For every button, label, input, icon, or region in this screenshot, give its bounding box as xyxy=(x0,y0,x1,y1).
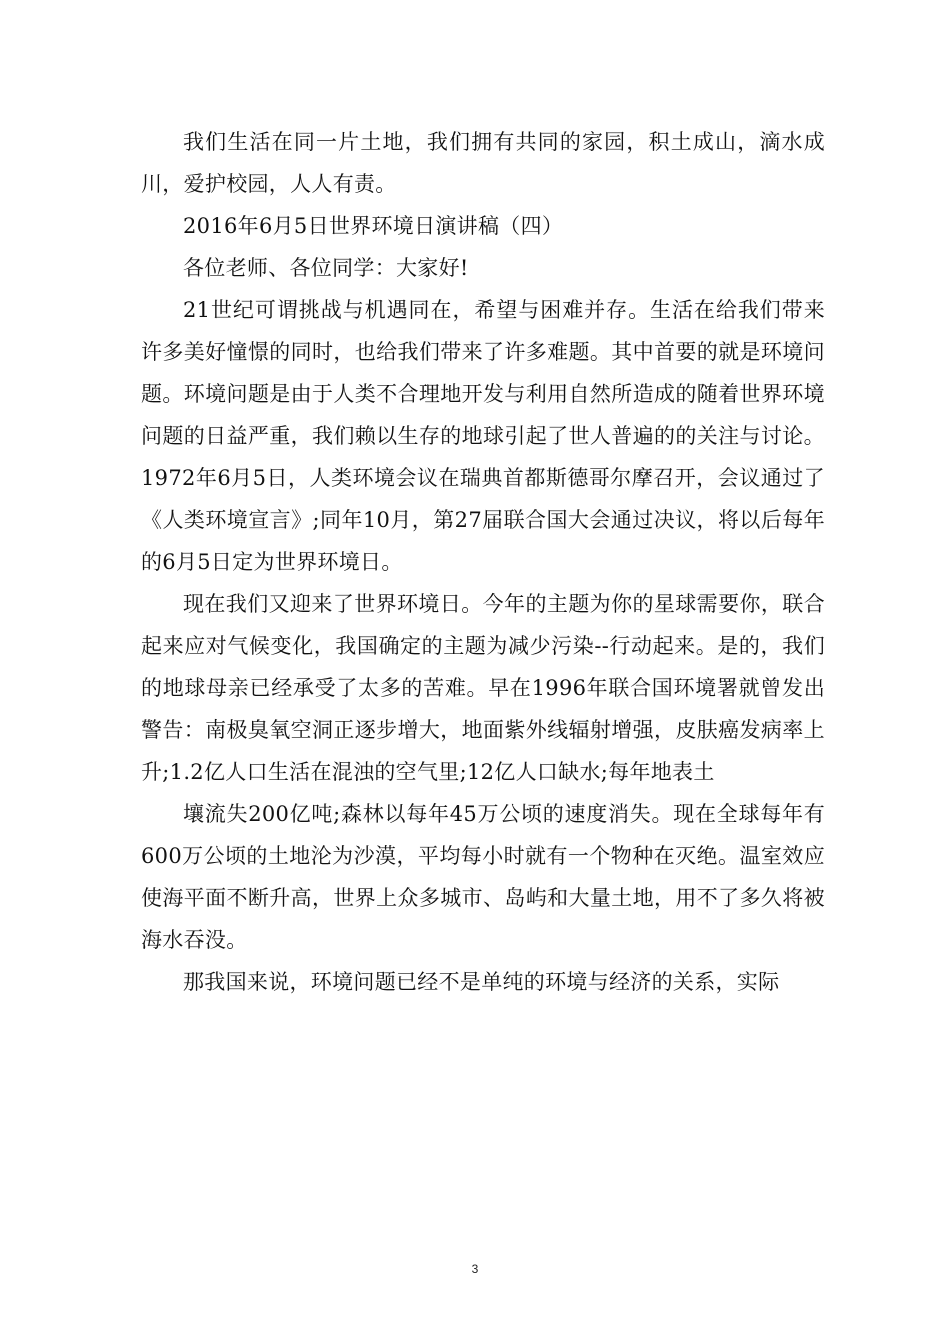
document-body xyxy=(141,121,825,1003)
paragraph-21st-century: 21世纪可谓挑战与机遇同在，希望与困难并存。生活在给我们带来许多美好憧憬的同时，也给我们带来了许多难题。其中首要的就是环境问题。环境问题是由于人类不合理地开发与利用自然所造成的随着世界环境问题的日益严重，我们赖以生存的地球引起了世人普遍的的关注与讨论。1972年6月5日，人类环境会议在瑞典首都斯德哥尔摩召开，会议通过了《人类环境宣言》;同年10月，第27届联合国大会通过决议，将以后每年的6月5日定为世界环境日。 xyxy=(141,298,825,574)
speech-title: 2016年6月5日世界环境日演讲稿（四） xyxy=(183,214,564,238)
page-number: 3 xyxy=(471,1262,479,1276)
paragraph-closing-line: 我们生活在同一片土地，我们拥有共同的家园，积土成山，滴水成川，爱护校园，人人有责。 xyxy=(141,130,825,196)
salutation: 各位老师、各位同学：大家好! xyxy=(183,256,469,280)
paragraph-china-environment: 那我国来说，环境问题已经不是单纯的环境与经济的关系，实际 xyxy=(183,970,780,994)
paragraph-environment-day-theme: 现在我们又迎来了世界环境日。今年的主题为你的星球需要你，联合起来应对气候变化，我国确定的主题为减少污染--行动起来。是的，我们的地球母亲已经承受了太多的苦难。早在1996年联合国环境署就曾发出警告：南极臭氧空洞正逐步增大，地面紫外线辐射增强，皮肤癌发病率上升;1.2亿人口生活在混浊的空气里;12亿人口缺水;每年地表土 xyxy=(141,592,825,784)
paragraph-soil-loss: 壤流失200亿吨;森林以每年45万公顷的速度消失。现在全球每年有600万公顷的土地沦为沙漠，平均每小时就有一个物种在灭绝。温室效应使海平面不断升高，世界上众多城市、岛屿和大量土地，用不了多久将被海水吞没。 xyxy=(141,802,825,952)
